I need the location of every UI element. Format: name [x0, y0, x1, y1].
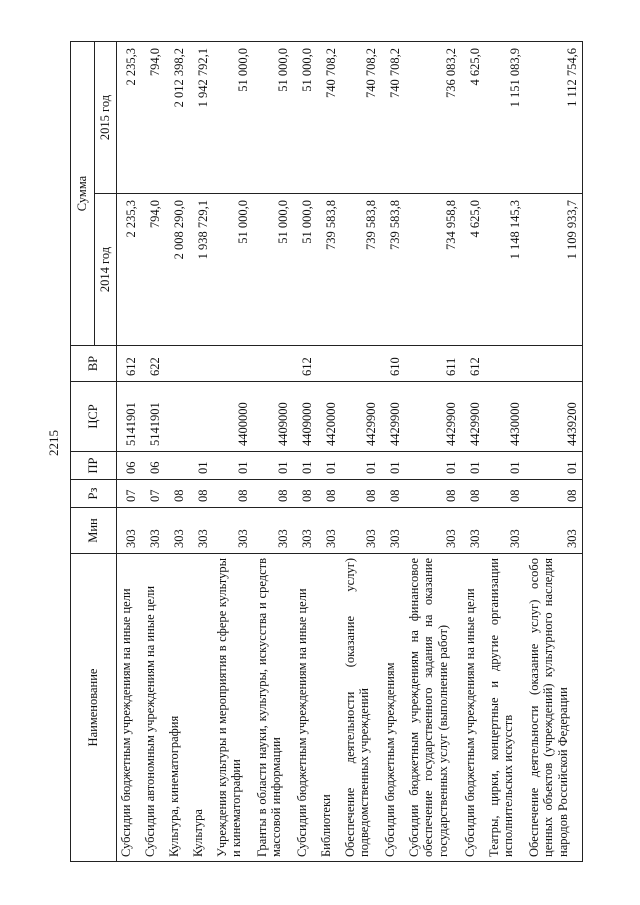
row-csr: 4420000 — [317, 382, 341, 452]
row-sum-2015: 1 151 083,9 — [485, 42, 525, 194]
row-sum-2014: 739 583,8 — [381, 194, 405, 346]
table-row — [117, 42, 141, 862]
row-sum-2015: 2 012 398,2 — [165, 42, 189, 194]
row-pr: 01 — [525, 452, 583, 480]
row-pr: 06 — [117, 452, 141, 480]
table-row — [461, 42, 485, 862]
page-number: 2215 — [46, 430, 61, 456]
row-pr: 06 — [141, 452, 165, 480]
row-sum-2015: 4 625,0 — [461, 42, 485, 194]
row-sum-2015: 1 112 754,6 — [525, 42, 583, 194]
table-row — [165, 42, 189, 862]
header-name: Наименование — [71, 554, 117, 862]
header-csr: ЦСР — [71, 382, 117, 452]
row-sum-2015: 2 235,3 — [117, 42, 141, 194]
header-2014: 2014 год — [95, 194, 117, 346]
row-rz: 08 — [253, 480, 293, 508]
row-min: 303 — [293, 508, 317, 554]
row-vr: 610 — [381, 346, 405, 382]
row-sum-2014: 794,0 — [141, 194, 165, 346]
row-sum-2014: 739 583,8 — [341, 194, 381, 346]
row-pr — [165, 452, 189, 480]
row-sum-2015: 736 083,2 — [405, 42, 461, 194]
row-name: Культура — [189, 554, 213, 862]
table-row — [189, 42, 213, 862]
row-name: Субсидии бюджетным учреждениям на иные цели — [461, 554, 485, 862]
row-rz: 08 — [485, 480, 525, 508]
row-sum-2015: 51 000,0 — [253, 42, 293, 194]
header-rz: Рз — [71, 480, 117, 508]
row-rz: 08 — [461, 480, 485, 508]
row-pr: 01 — [461, 452, 485, 480]
row-csr: 4409000 — [253, 382, 293, 452]
row-min: 303 — [165, 508, 189, 554]
row-name: Субсидии бюджетным учреждениям — [381, 554, 405, 862]
row-rz: 08 — [341, 480, 381, 508]
row-rz: 08 — [293, 480, 317, 508]
row-min: 303 — [253, 508, 293, 554]
header-2015: 2015 год — [95, 42, 117, 194]
table-row — [381, 42, 405, 862]
row-name: Субсидии бюджетным учреждениям на иные цели — [117, 554, 141, 862]
row-pr: 01 — [189, 452, 213, 480]
table-row — [485, 42, 525, 862]
row-min: 303 — [381, 508, 405, 554]
row-pr: 01 — [317, 452, 341, 480]
table-header — [71, 42, 117, 862]
row-pr: 01 — [293, 452, 317, 480]
row-sum-2015: 740 708,2 — [381, 42, 405, 194]
row-vr: 611 — [405, 346, 461, 382]
budget-table-container — [70, 42, 590, 862]
row-sum-2014: 2 008 290,0 — [165, 194, 189, 346]
row-csr: 4409000 — [293, 382, 317, 452]
row-rz: 08 — [525, 480, 583, 508]
row-vr: 622 — [141, 346, 165, 382]
row-vr — [213, 346, 253, 382]
row-csr: 4429900 — [341, 382, 381, 452]
row-name: Обеспечение деятельности (оказание услуг) особо ценных объектов (учреждений) культурного наследия народов Российской Федерации — [525, 554, 583, 862]
row-name: Субсидии бюджетным учреждениям на иные цели — [293, 554, 317, 862]
row-vr — [525, 346, 583, 382]
row-sum-2015: 740 708,2 — [341, 42, 381, 194]
row-pr: 01 — [405, 452, 461, 480]
row-rz: 08 — [381, 480, 405, 508]
row-sum-2014: 2 235,3 — [117, 194, 141, 346]
row-vr — [317, 346, 341, 382]
table-row — [341, 42, 381, 862]
row-sum-2014: 1 938 729,1 — [189, 194, 213, 346]
row-sum-2014: 51 000,0 — [293, 194, 317, 346]
table-row — [405, 42, 461, 862]
row-rz: 08 — [405, 480, 461, 508]
row-sum-2015: 794,0 — [141, 42, 165, 194]
row-vr — [189, 346, 213, 382]
row-min: 303 — [117, 508, 141, 554]
row-sum-2014: 739 583,8 — [317, 194, 341, 346]
row-sum-2014: 51 000,0 — [213, 194, 253, 346]
row-sum-2014: 1 109 933,7 — [525, 194, 583, 346]
row-rz: 08 — [213, 480, 253, 508]
row-vr — [485, 346, 525, 382]
row-csr: 4439200 — [525, 382, 583, 452]
row-min: 303 — [461, 508, 485, 554]
row-name: Библиотеки — [317, 554, 341, 862]
row-vr: 612 — [117, 346, 141, 382]
row-rz: 08 — [189, 480, 213, 508]
row-sum-2015: 740 708,2 — [317, 42, 341, 194]
row-rz: 08 — [317, 480, 341, 508]
row-csr — [189, 382, 213, 452]
row-csr: 5141901 — [117, 382, 141, 452]
row-pr: 01 — [485, 452, 525, 480]
row-name: Обеспечение деятельности (оказание услуг) подведомственных учреждений — [341, 554, 381, 862]
table-row — [253, 42, 293, 862]
row-rz: 08 — [165, 480, 189, 508]
row-min: 303 — [189, 508, 213, 554]
row-name: Культура, кинематография — [165, 554, 189, 862]
row-csr: 4429900 — [461, 382, 485, 452]
row-sum-2014: 1 148 145,3 — [485, 194, 525, 346]
row-vr — [341, 346, 381, 382]
row-min: 303 — [141, 508, 165, 554]
row-sum-2014: 51 000,0 — [253, 194, 293, 346]
row-min: 303 — [485, 508, 525, 554]
row-csr: 4429900 — [405, 382, 461, 452]
row-rz: 07 — [141, 480, 165, 508]
row-name: Гранты в области науки, культуры, искусства и средств массовой информации — [253, 554, 293, 862]
header-vr: ВР — [71, 346, 117, 382]
row-vr: 612 — [293, 346, 317, 382]
row-vr — [253, 346, 293, 382]
row-pr: 01 — [341, 452, 381, 480]
table-row — [525, 42, 583, 862]
row-min: 303 — [341, 508, 381, 554]
row-name: Субсидии бюджетным учреждениям на финансовое обеспечение государственного задания на оказание государственных услуг (выполнение работ) — [405, 554, 461, 862]
row-min: 303 — [525, 508, 583, 554]
row-pr: 01 — [381, 452, 405, 480]
row-vr — [165, 346, 189, 382]
row-pr: 01 — [253, 452, 293, 480]
table-row — [141, 42, 165, 862]
row-rz: 07 — [117, 480, 141, 508]
row-min: 303 — [405, 508, 461, 554]
table-body — [117, 42, 583, 862]
row-name: Театры, цирки, концертные и другие организации исполнительских искусств — [485, 554, 525, 862]
row-csr: 5141901 — [141, 382, 165, 452]
table-row — [317, 42, 341, 862]
row-vr: 612 — [461, 346, 485, 382]
table-row — [213, 42, 253, 862]
row-min: 303 — [213, 508, 253, 554]
row-sum-2015: 1 942 792,1 — [189, 42, 213, 194]
row-sum-2015: 51 000,0 — [293, 42, 317, 194]
row-csr — [165, 382, 189, 452]
row-sum-2014: 4 625,0 — [461, 194, 485, 346]
row-pr: 01 — [213, 452, 253, 480]
header-pr: ПР — [71, 452, 117, 480]
row-csr: 4430000 — [485, 382, 525, 452]
row-csr: 4429900 — [381, 382, 405, 452]
budget-table — [70, 41, 583, 862]
table-row — [293, 42, 317, 862]
row-csr: 4400000 — [213, 382, 253, 452]
row-min: 303 — [317, 508, 341, 554]
row-name: Учреждения культуры и мероприятия в сфере культуры и кинематографии — [213, 554, 253, 862]
row-sum-2015: 51 000,0 — [213, 42, 253, 194]
header-min: Мин — [71, 508, 117, 554]
row-sum-2014: 734 958,8 — [405, 194, 461, 346]
header-sum: Сумма — [71, 42, 95, 346]
row-name: Субсидии автономным учреждениям на иные цели — [141, 554, 165, 862]
